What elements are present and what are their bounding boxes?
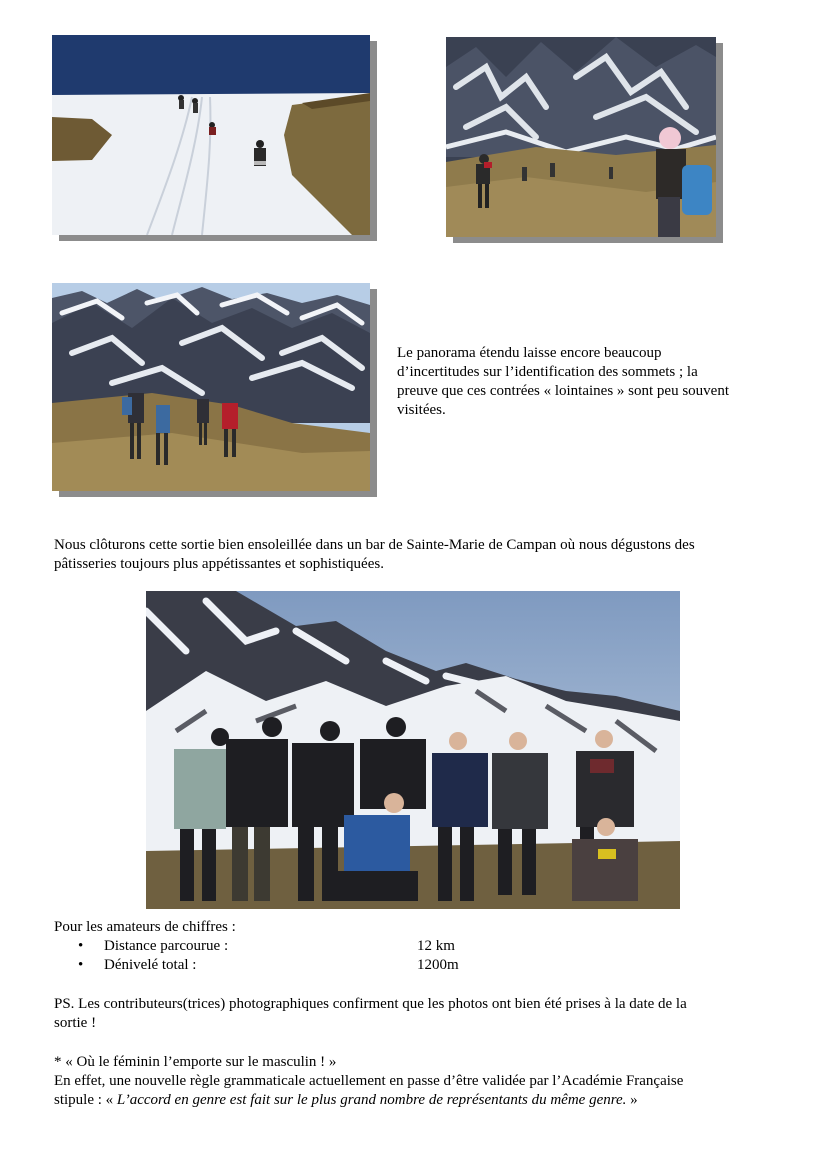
stat-value: 1200m [417, 957, 459, 973]
stats-list [54, 937, 494, 975]
stat-label: Dénivelé total : [104, 957, 197, 973]
note-line [54, 1091, 794, 1110]
stat-value: 12 km [417, 938, 455, 954]
text-line: PS. Les contributeurs(trices) photographiques confirment que les photos ont bien été prises à la date de la [54, 996, 687, 1012]
note-prefix: stipule : « [54, 1092, 117, 1108]
text-line: visitées. [397, 402, 446, 418]
closing-paragraph [54, 536, 784, 574]
list-item [54, 956, 494, 975]
note-title: * « Où le féminin l’emporte sur le masculin ! » [54, 1054, 337, 1070]
list-item [54, 937, 494, 956]
photo-panorama [52, 283, 370, 491]
text-line: pâtisseries toujours plus appétissantes et sophistiquées. [54, 556, 384, 572]
group-image [146, 591, 680, 909]
note-suffix: » [626, 1092, 638, 1108]
panorama-image [52, 283, 370, 491]
snow-slope-image [52, 35, 370, 235]
photo-group [146, 591, 680, 909]
note-line: En effet, une nouvelle règle grammaticale actuellement en passe d’être validée par l’Académie Française [54, 1073, 684, 1089]
photo-snow-slope [52, 35, 370, 235]
hikers-valley-image [446, 37, 716, 237]
text-line: Nous clôturons cette sortie bien ensoleillée dans un bar de Sainte-Marie de Campan où nous dégustons des [54, 537, 695, 553]
text-line: Le panorama étendu laisse encore beaucoup [397, 345, 662, 361]
ps-paragraph [54, 995, 784, 1033]
note-quote: L’accord en genre est fait sur le plus grand nombre de représentants du même genre. [116, 1092, 627, 1108]
text-line: sortie ! [54, 1015, 97, 1031]
photo-hikers-valley [446, 37, 716, 237]
bullet: • [78, 957, 84, 973]
note-paragraph [54, 1053, 794, 1110]
bullet: • [78, 938, 84, 954]
text-line: preuve que ces contrées « lointaines » sont peu souvent [397, 383, 729, 399]
panorama-paragraph [397, 344, 787, 420]
text-line: d’incertitudes sur l’identification des sommets ; la [397, 364, 698, 380]
stat-label: Distance parcourue : [104, 938, 229, 954]
stats-intro: Pour les amateurs de chiffres : [54, 919, 236, 935]
